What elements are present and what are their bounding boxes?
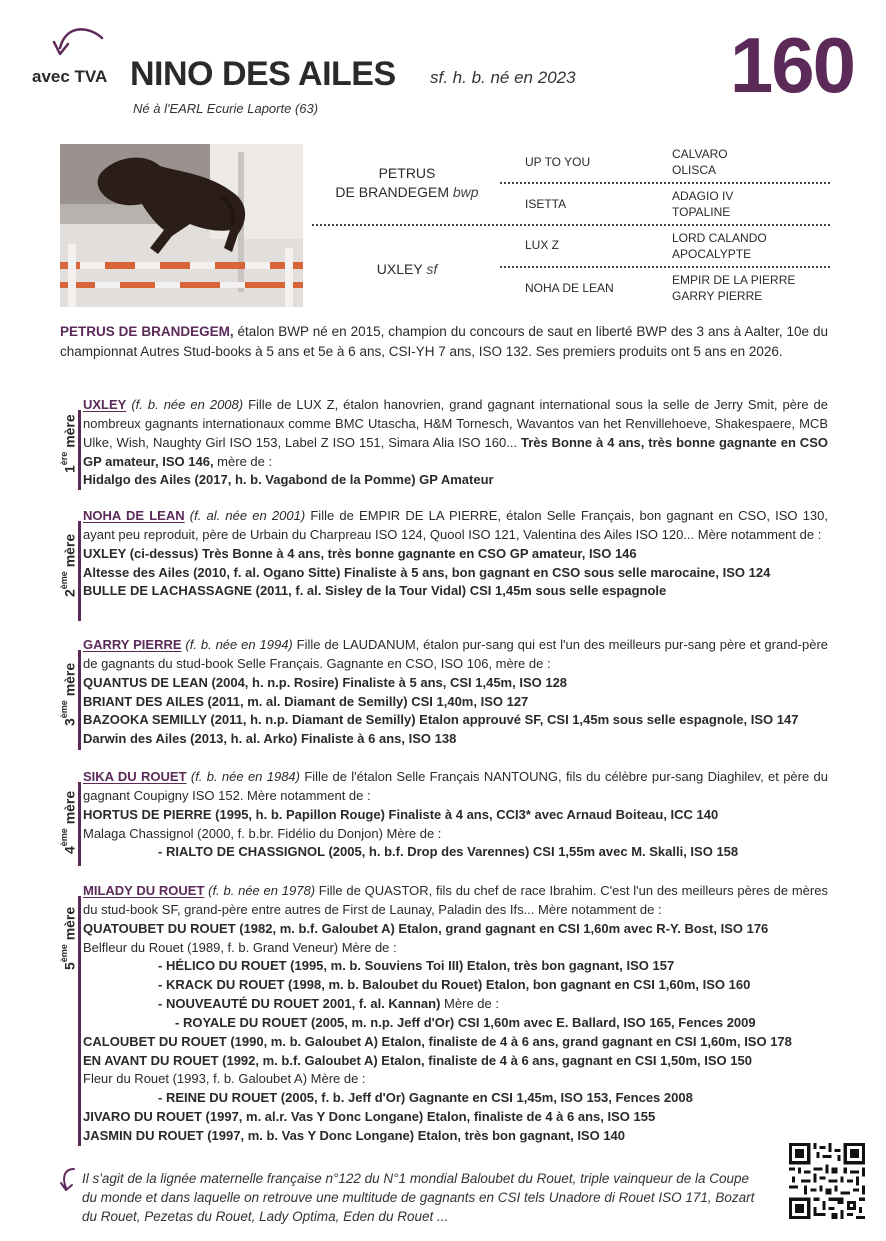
mere-label-1: 1ère mère [59,414,78,474]
mere-bar [78,650,81,750]
progeny-line: CALOUBET DU ROUET (1990, m. b. Galoubet A) Etalon, finaliste de 4 à 6 ans, grand gagnant en CSI 1,60m, ISO 178 [83,1033,792,1049]
mere-name: MILADY DU ROUET [83,883,205,898]
mere-label-2: 2ème mère [59,533,78,597]
progeny-line: QUANTUS DE LEAN (2004, h. n.p. Rosire) Finaliste à 5 ans, CSI 1,45m, ISO 128 [83,674,568,690]
curved-arrow-icon [44,26,106,66]
qr-code[interactable] [789,1143,865,1219]
mere-text: Fille de LUX Z, étalon hanovrien, grand gagnant international sous la selle de Jerry Smit, père de nombreux gagnants internationaux comme BMC Utascha, H&M Tornesch, Wavantos van het Renvillehoeve, Shakespaere, MCB Ulke, Wish, Naughty Girl ISO 153, Label Z ISO 151, Simara Alia ISO 160... [83,397,828,450]
sire-description-name: PETRUS DE BRANDEGEM, [60,324,234,339]
progeny-line: Hidalgo des Ailes (2017, h. b. Vagabond de la Pomme) GP Amateur [83,472,494,488]
progeny-line: QUATOUBET DU ROUET (1982, m. b.f. Galoubet A) Etalon, grand gagnant en CSI 1,60m avec R-Y. Bost, ISO 176 [83,920,769,936]
horse-name: NINO DES AILES [130,55,396,93]
progeny-line: BULLE DE LACHASSAGNE (2011, f. al. Sisley de la Tour Vidal) CSI 1,45m sous selle espagnole [83,583,667,599]
mere-text: Fille de EMPIR DE LA PIERRE, étalon Selle Français, bon gagnant en CSO, ISO 130, ayant peu reproduit, père de Urbain du Charpreau ISO 124, Quool ISO 121, Valentina des Ailes ISO 120... Mère notamment de : [83,508,828,542]
progeny-line: - NOUVEAUTÉ DU ROUET 2001, f. al. Kannan) Mère de : [158,996,499,1012]
mere-name: NOHA DE LEAN [83,508,185,523]
progeny-line: - RIALTO DE CHASSIGNOL (2005, h. b.f. Drop des Varennes) CSI 1,55m avec M. Skalli, ISO 158 [158,844,739,860]
mere-highlight: Très Bonne à 4 ans, très bonne gagnante en CSO GP amateur, ISO 146, [83,434,828,469]
mere-section-4 [58,768,830,868]
progeny-line: JASMIN DU ROUET (1997, m. b. Vas Y Donc Longane) Etalon, très bon gagnant, ISO 140 [83,1127,626,1143]
progeny-line: - HÉLICO DU ROUET (1995, m. b. Souviens Toi III) Etalon, très bon gagnant, ISO 157 [158,958,675,974]
progeny-line: JIVARO DU ROUET (1997, m. al.r. Vas Y Donc Longane) Etalon, finaliste de 4 à 6 ans, ISO 155 [83,1109,656,1125]
breeder: Né à l'EARL Ecurie Laporte (63) [133,101,319,116]
horse-description: sf. h. b. né en 2023 [430,68,576,87]
progeny-line: Darwin des Ailes (2013, h. al. Arko) Finaliste à 6 ans, ISO 138 [83,731,457,747]
mere-body-4 [83,768,828,862]
maternal-line-note: Il s'agit de la lignée maternelle française n°122 du N°1 mondial Baloubet du Rouet, triple vainqueur de la Coupe du monde et dans laquelle on retrouve une multitude de gagnants en CSI tels Unadore di Rouet ISO 171, Bozart du Rouet, Pezetas du Rouet, Lady Optima, Eden du Rouet ... [82,1171,755,1224]
pedigree-ds-parents [672,230,767,262]
progeny-line: UXLEY (ci-dessus) Très Bonne à 4 ans, très bonne gagnante en CSO GP amateur, ISO 146 [83,545,637,561]
mere-name: GARRY PIERRE [83,637,182,652]
pedigree-sds: ADAGIO IV [672,189,734,203]
pedigree-divider [500,182,830,184]
progeny-line: - REINE DU ROUET (2005, f. b. Jeff d'Or) Gagnante en CSI 1,45m, ISO 153, Fences 2008 [158,1090,693,1106]
pedigree-ss-parents [672,146,728,178]
pedigree-divider [500,266,830,268]
mere-bar [78,521,81,621]
pedigree-sd-parents [672,188,733,220]
progeny-line: - ROYALE DU ROUET (2005, m. n.p. Jeff d'Or) CSI 1,60m avec E. Ballard, ISO 165, Fences 2009 [175,1014,756,1030]
return-arrow-icon [58,1166,80,1194]
mere-info: (f. b. née en 1994) [181,637,293,652]
sire-description [60,322,828,361]
mere-info: (f. b. née en 1978) [204,883,316,898]
pedigree-ssd: OLISCA [672,163,717,178]
mere-text: Fille de l'étalon Selle Français NANTOUNG, fils du célèbre pur-sang Diaghilev, et père du gagnant Coupigny ISO 152. Mère notamment de : [83,769,829,803]
dam-name: UXLEY [376,261,423,277]
pedigree-table [312,144,832,310]
progeny-line: - KRACK DU ROUET (1998, m. b. Baloubet du Rouet) Etalon, bon gagnant en CSI 1,60m, ISO 160 [158,977,751,993]
mere-info: (f. b. née en 1984) [186,769,300,784]
pedigree-sss: CALVARO [672,147,728,161]
progeny-line: Malaga Chassignol (2000, f. b.br. Fidélio du Donjon) Mère de : [83,825,442,841]
mere-body-2 [83,507,828,601]
progeny-line: Altesse des Ailes (2010, f. al. Ogano Sitte) Finaliste à 5 ans, bon gagnant en CSO sous selle marocaine, ISO 124 [83,564,771,580]
sire-name-line2: DE BRANDEGEM [335,183,449,200]
pedigree-sire [312,164,502,202]
mere-body-1 [83,396,828,490]
pedigree-dd-parents [672,272,795,304]
pedigree-ss: UP TO YOU [525,155,591,169]
mere-text: Fille de LAUDANUM, étalon pur-sang qui est l'un des meilleurs pur-sang père et grand-père de gagnants du stud-book Selle Français. Gagnante en CSO, ISO 106, mère de : [83,637,829,671]
progeny-line: BRIANT DES AILES (2011, m. al. Diamant de Semilly) CSI 1,40m, ISO 127 [83,693,529,709]
mere-bar [78,896,81,1146]
mere-name: SIKA DU ROUET [83,769,187,784]
progeny-line: Fleur du Rouet (1993, f. b. Galoubet A) Mère de : [83,1071,366,1087]
pedigree-sd: ISETTA [525,197,567,211]
mere-label-3: 3ème mère [59,662,78,726]
mere-section-2 [58,507,830,623]
pedigree-dd: NOHA DE LEAN [525,281,614,295]
horse-photo [60,144,303,307]
progeny-line: BAZOOKA SEMILLY (2011, h. n.p. Diamant de Semilly) Etalon approuvé SF, CSI 1,45m sous selle espagnole, ISO 147 [83,712,799,728]
lot-number: 160 [729,21,854,109]
mere-info: (f. b. née en 2008) [126,397,244,412]
pedigree-dsd: APOCALYPTE [672,247,752,262]
mere-bar [78,782,81,866]
mere-body-5 [83,882,828,1146]
pedigree-dds: EMPIR DE LA PIERRE [672,273,796,287]
mere-section-3 [58,636,830,752]
mere-text: Fille de QUASTOR, fils du chef de race Ibrahim. C'est l'un des meilleurs pères de mères du stud-book SF, grand-père entre autres de First de Launay, Paladin des Ifs... Mère notamment de : [83,883,828,917]
mere-label-4: 4ème mère [59,790,78,854]
pedigree-divider [312,224,830,226]
pedigree-ddd: GARRY PIERRE [672,289,763,304]
sire-studbook: bwp [452,183,479,200]
tva-label: avec TVA [32,67,108,86]
progeny-line: Belfleur du Rouet (1989, f. b. Grand Veneur) Mère de : [83,939,397,955]
sire-name-line1: PETRUS [378,165,436,181]
mere-info: (f. al. née en 2001) [184,508,306,523]
mere-text-after: mère de : [213,453,273,469]
mere-body-3 [83,636,828,749]
pedigree-dss: LORD CALANDO [672,231,767,245]
mere-name: UXLEY [83,397,127,412]
progeny-line: EN AVANT DU ROUET (1992, m. b.f. Galoubet A) Etalon, finaliste de 4 à 6 ans, gagnant en CSI 1,50m, ISO 150 [83,1052,752,1068]
pedigree-sdd: TOPALINE [672,205,731,220]
pedigree-ds: LUX Z [525,238,560,252]
mere-label-5: 5ème mère [59,906,78,970]
mere-bar [78,410,81,490]
sire-description-text: étalon BWP né en 2015, champion du concours de saut en liberté BWP des 3 ans à Aalter, 10e du championnat Autres Stud-books à 5 ans et 5e à 6 ans, CSI-YH 7 ans, ISO 132. Ses premiers produits ont 5 ans en 2026. [60,324,829,359]
progeny-line: HORTUS DE PIERRE (1995, h. b. Papillon Rouge) Finaliste à 4 ans, CCI3* avec Arnaud Boiteau, ICC 140 [83,806,719,822]
mere-section-1 [58,396,830,492]
mere-section-5 [58,882,830,1148]
pedigree-dam [312,260,502,279]
dam-studbook: sf [426,261,438,277]
